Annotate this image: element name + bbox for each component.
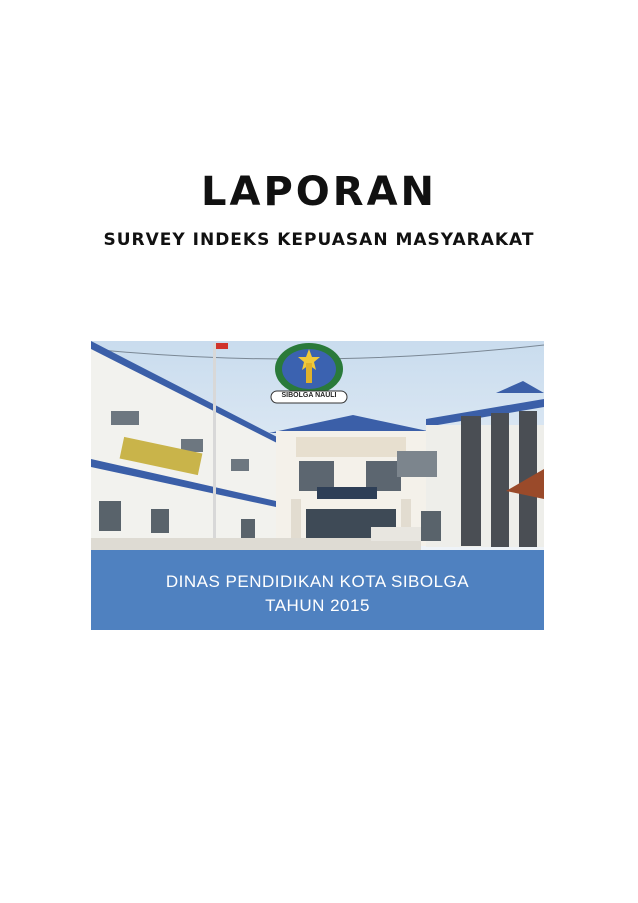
report-title: LAPORAN <box>201 169 437 215</box>
banner-year-text: TAHUN 2015 <box>265 596 370 615</box>
banner <box>91 550 544 630</box>
report-subtitle: SURVEY INDEKS KEPUASAN MASYARAKAT <box>103 230 535 250</box>
banner-agency-text: DINAS PENDIDIKAN KOTA SIBOLGA <box>165 572 470 591</box>
cover-photo <box>91 341 544 630</box>
emblem-ribbon-text: SIBOLGA NAULI <box>281 392 337 399</box>
